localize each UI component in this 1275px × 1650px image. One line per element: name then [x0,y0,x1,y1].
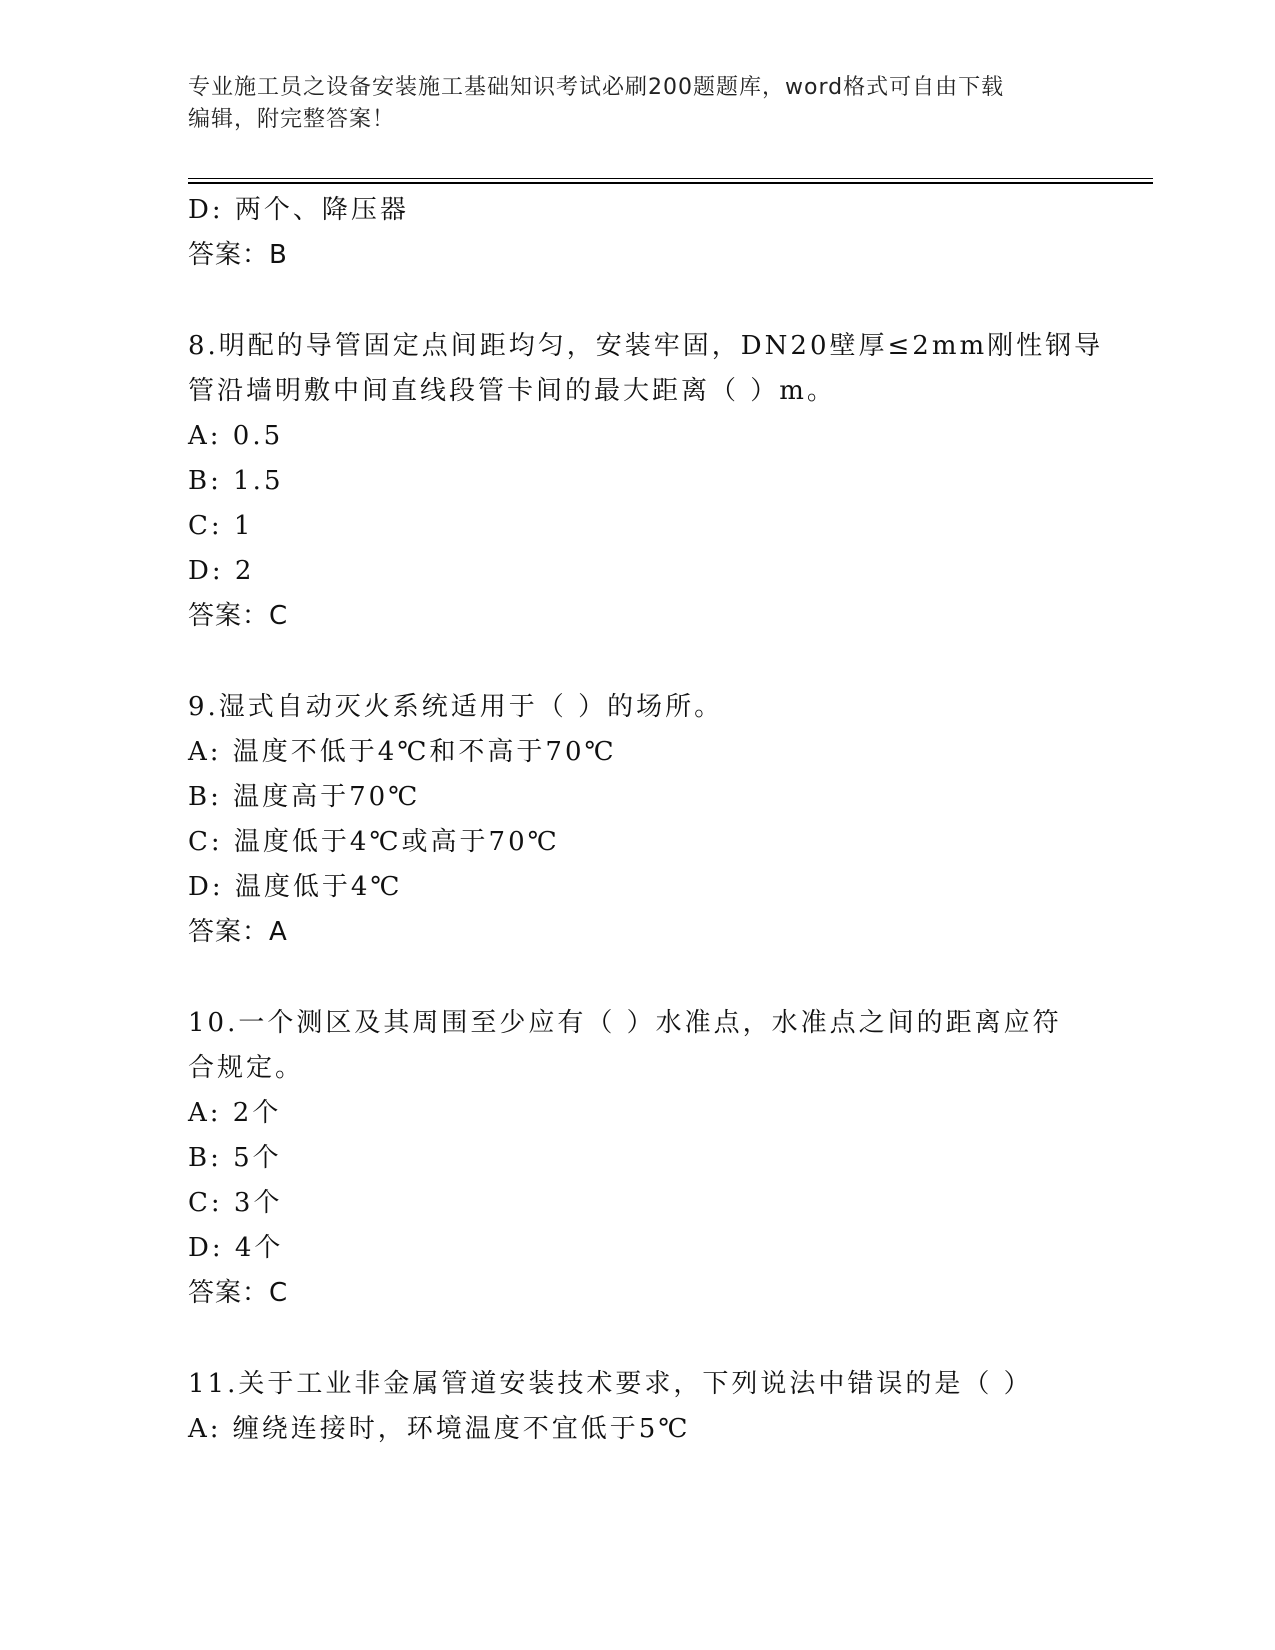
option-d: D: 4个 [188,1233,284,1263]
answer-label: 答案：B [188,240,288,270]
question-stem-line-2: 管沿墙明敷中间直线段管卡间的最大距离（ ）m。 [188,376,836,406]
question-stem-line-1: 9.湿式自动灭火系统适用于（ ）的场所。 [188,692,724,722]
document-header [188,72,1088,136]
question-stem-line-2: 合规定。 [188,1053,305,1083]
option-b: B: 5个 [188,1143,282,1173]
question-stem-line-1: 11.关于工业非金属管道安装技术要求，下列说法中错误的是（ ） [188,1369,1033,1399]
option-a: A: 2个 [188,1098,282,1128]
answer-label: 答案：A [188,917,288,947]
option-c: C: 1 [188,511,254,541]
option-c: C: 温度低于4℃或高于70℃ [188,827,560,857]
spacer [188,639,1088,685]
header-divider-thick [188,182,1153,184]
option-a: A: 缠绕连接时，环境温度不宜低于5℃ [188,1414,691,1444]
header-title-line-2: 编辑，附完整答案！ [188,107,396,132]
option-c: C: 3个 [188,1188,283,1218]
answer-label: 答案：C [188,1278,289,1308]
question-7-tail [188,188,1088,278]
header-title-line-1: 专业施工员之设备安装施工基础知识考试必刷200题题库，word格式可自由下载 [188,75,1005,100]
question-stem-line-1: 8.明配的导管固定点间距均匀，安装牢固，DN20壁厚≤2mm刚性钢导 [188,331,1104,361]
question-11 [188,1362,1088,1452]
question-stem-line-1: 10.一个测区及其周围至少应有（ ）水准点，水准点之间的距离应符 [188,1008,1062,1038]
header-divider-thin [188,178,1153,179]
option-a: A: 温度不低于4℃和不高于70℃ [188,737,617,767]
question-list [188,188,1104,1452]
option-d: D: 2 [188,556,255,586]
question-10 [188,1001,1088,1316]
option-b: B: 温度高于70℃ [188,782,421,812]
option-b: B: 1.5 [188,466,284,496]
spacer [188,1316,1088,1362]
option-d: D: 温度低于4℃ [188,872,403,902]
spacer [188,278,1088,324]
spacer [188,955,1088,1001]
option-a: A: 0.5 [188,421,284,451]
question-9 [188,685,1088,955]
answer-label: 答案：C [188,601,289,631]
option-d: D: 两个、降压器 [188,195,409,225]
question-8 [188,324,1104,639]
